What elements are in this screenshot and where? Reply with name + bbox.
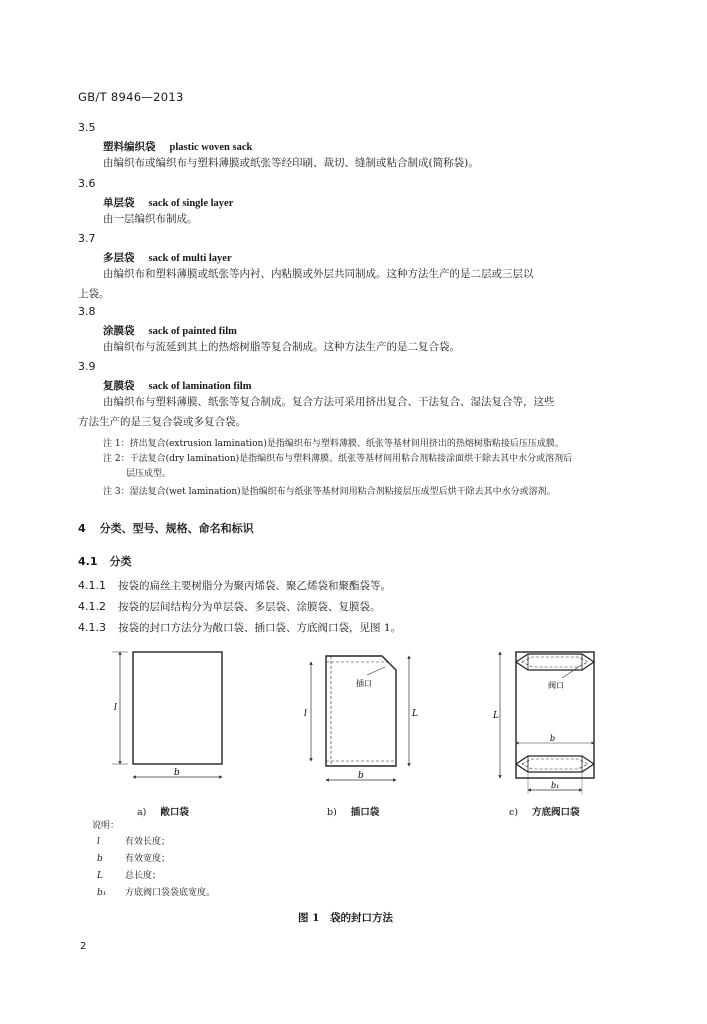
legend-desc: 总长度； xyxy=(125,871,162,881)
term-en: sack of multi layer xyxy=(148,253,232,264)
term-3-5 xyxy=(103,139,252,154)
term-3-8 xyxy=(103,323,237,338)
caption-text: 方底阀口袋 xyxy=(532,807,580,818)
section-number: 4 xyxy=(78,522,86,535)
dim-label-b: b xyxy=(550,734,556,743)
clause-4-1-3 xyxy=(78,618,401,638)
definition-3-9-line2: 方法生产的是三复合袋或多复合袋。 xyxy=(78,416,246,428)
term-cn: 多层袋 xyxy=(103,252,135,264)
dim-label-L: L xyxy=(493,711,499,721)
section-4-1-heading xyxy=(78,553,132,569)
caption-text: 敞口袋 xyxy=(160,807,189,818)
dim-label-b: b xyxy=(358,771,364,781)
caption-c xyxy=(509,804,580,818)
dim-label-b1: b₁ xyxy=(551,781,560,790)
clause-number-3-9: 3.9 xyxy=(78,360,96,373)
definition-3-6-line1: 由一层编织布制成。 xyxy=(103,213,198,225)
legend-symbol: b₁ xyxy=(97,888,107,898)
clause-number: 4.1.3 xyxy=(78,621,106,634)
dim-label-b: b xyxy=(174,768,180,778)
valve-label: 阀口 xyxy=(548,681,564,690)
clause-text: 按袋的层间结构分为单层袋、多层袋、涂膜袋、复膜袋。 xyxy=(118,601,381,613)
definition-3-8-line1: 由编织布与流延到其上的热熔树脂等复合制成。这种方法生产的是二复合袋。 xyxy=(103,341,460,353)
section-number: 4.1 xyxy=(78,555,98,568)
clause-number-3-8: 3.8 xyxy=(78,305,96,318)
clause-number: 4.1.1 xyxy=(78,579,106,592)
section-title: 分类 xyxy=(109,555,132,568)
definition-3-7-line1: 由编织布和塑料薄膜或纸张等内衬、内粘膜或外层共同制成。这种方法生产的是二层或三层以 xyxy=(103,268,534,280)
dim-label-L: L xyxy=(412,709,418,719)
legend-title: 说明： xyxy=(92,821,120,831)
inserted-mouth-sack-diagram xyxy=(304,656,418,781)
legend-item-b xyxy=(97,851,170,864)
legend-desc: 方底阀口袋袋底宽度。 xyxy=(125,888,216,898)
legend-symbol: l xyxy=(97,837,100,847)
note-2-continued: 层压成型。 xyxy=(126,469,172,479)
definition-3-9-line1: 由编织布与塑料薄膜、纸张等复合制成。复合方法可采用挤出复合、干法复合、湿法复合等，这些 xyxy=(103,396,555,408)
caption-letter: c) xyxy=(509,807,519,818)
term-3-7 xyxy=(103,250,232,265)
legend-symbol: b xyxy=(97,854,103,864)
figure-title: 图 1 袋的封口方法 xyxy=(298,912,393,924)
term-cn: 塑料编织袋 xyxy=(103,141,156,153)
caption-text: 插口袋 xyxy=(350,807,380,818)
term-en: sack of painted film xyxy=(148,326,237,337)
clause-number: 4.1.2 xyxy=(78,600,106,613)
legend-item-b1 xyxy=(97,885,215,898)
clause-4-1-1 xyxy=(78,576,391,596)
term-en: plastic woven sack xyxy=(169,142,253,153)
term-en: sack of single layer xyxy=(148,198,234,209)
legend-item-l xyxy=(97,834,170,847)
page-number: 2 xyxy=(80,941,87,952)
dim-label-l: l xyxy=(114,703,117,713)
caption-a xyxy=(137,804,189,818)
term-3-6 xyxy=(103,195,233,210)
definition-3-5-line1: 由编织布或编织布与塑料薄膜或纸张等经印刷、裁切、缝制或粘合制成(简称袋)。 xyxy=(103,157,479,169)
caption-b xyxy=(327,804,379,818)
legend-desc: 有效长度； xyxy=(125,837,171,847)
term-3-9 xyxy=(103,378,251,393)
clause-number-3-7: 3.7 xyxy=(78,232,96,245)
term-en: sack of lamination film xyxy=(148,381,252,392)
clause-number-3-6: 3.6 xyxy=(78,177,96,190)
dim-label-l: l xyxy=(304,709,307,719)
caption-letter: a) xyxy=(137,807,147,818)
clause-text: 按袋的扁丝主要树脂分为聚丙烯袋、聚乙烯袋和聚酯袋等。 xyxy=(118,580,391,592)
clause-4-1-2 xyxy=(78,597,381,617)
figure-1-diagrams xyxy=(0,640,707,800)
valve-sack-diagram xyxy=(492,652,594,794)
definition-3-7-line2: 上袋。 xyxy=(78,288,110,300)
term-cn: 复膜袋 xyxy=(103,380,135,392)
section-4-heading xyxy=(78,520,254,536)
caption-letter: b) xyxy=(327,807,337,818)
standard-number: GB/T 8946—2013 xyxy=(78,90,184,104)
note-2: 注 2：干法复合(dry lamination)是指编织布与塑料薄膜、纸张等基材间用粘合剂粘接涂面烘干除去其中水分或溶剂后 xyxy=(103,454,573,464)
insert-mouth-label: 插口 xyxy=(356,679,372,688)
open-mouth-sack-diagram xyxy=(112,652,222,778)
clause-text: 按袋的封口方法分为敞口袋、插口袋、方底阀口袋，见图 1。 xyxy=(118,622,402,634)
section-title: 分类、型号、规格、命名和标识 xyxy=(99,522,254,535)
legend-symbol: L xyxy=(97,871,103,881)
clause-number-3-5: 3.5 xyxy=(78,121,96,134)
term-cn: 涂膜袋 xyxy=(103,325,135,337)
note-3: 注 3：湿法复合(wet lamination)是指编织布与纸张等基材间用粘合剂粘接层压成型后烘干除去其中水分或溶剂。 xyxy=(103,487,556,497)
legend-item-L xyxy=(97,868,161,881)
term-cn: 单层袋 xyxy=(103,197,135,209)
note-1: 注 1：挤出复合(extrusion lamination)是指编织布与塑料薄膜、纸张等基材间用挤出的热熔树脂粘接后压压成膜。 xyxy=(103,439,564,449)
legend-desc: 有效宽度； xyxy=(125,854,171,864)
